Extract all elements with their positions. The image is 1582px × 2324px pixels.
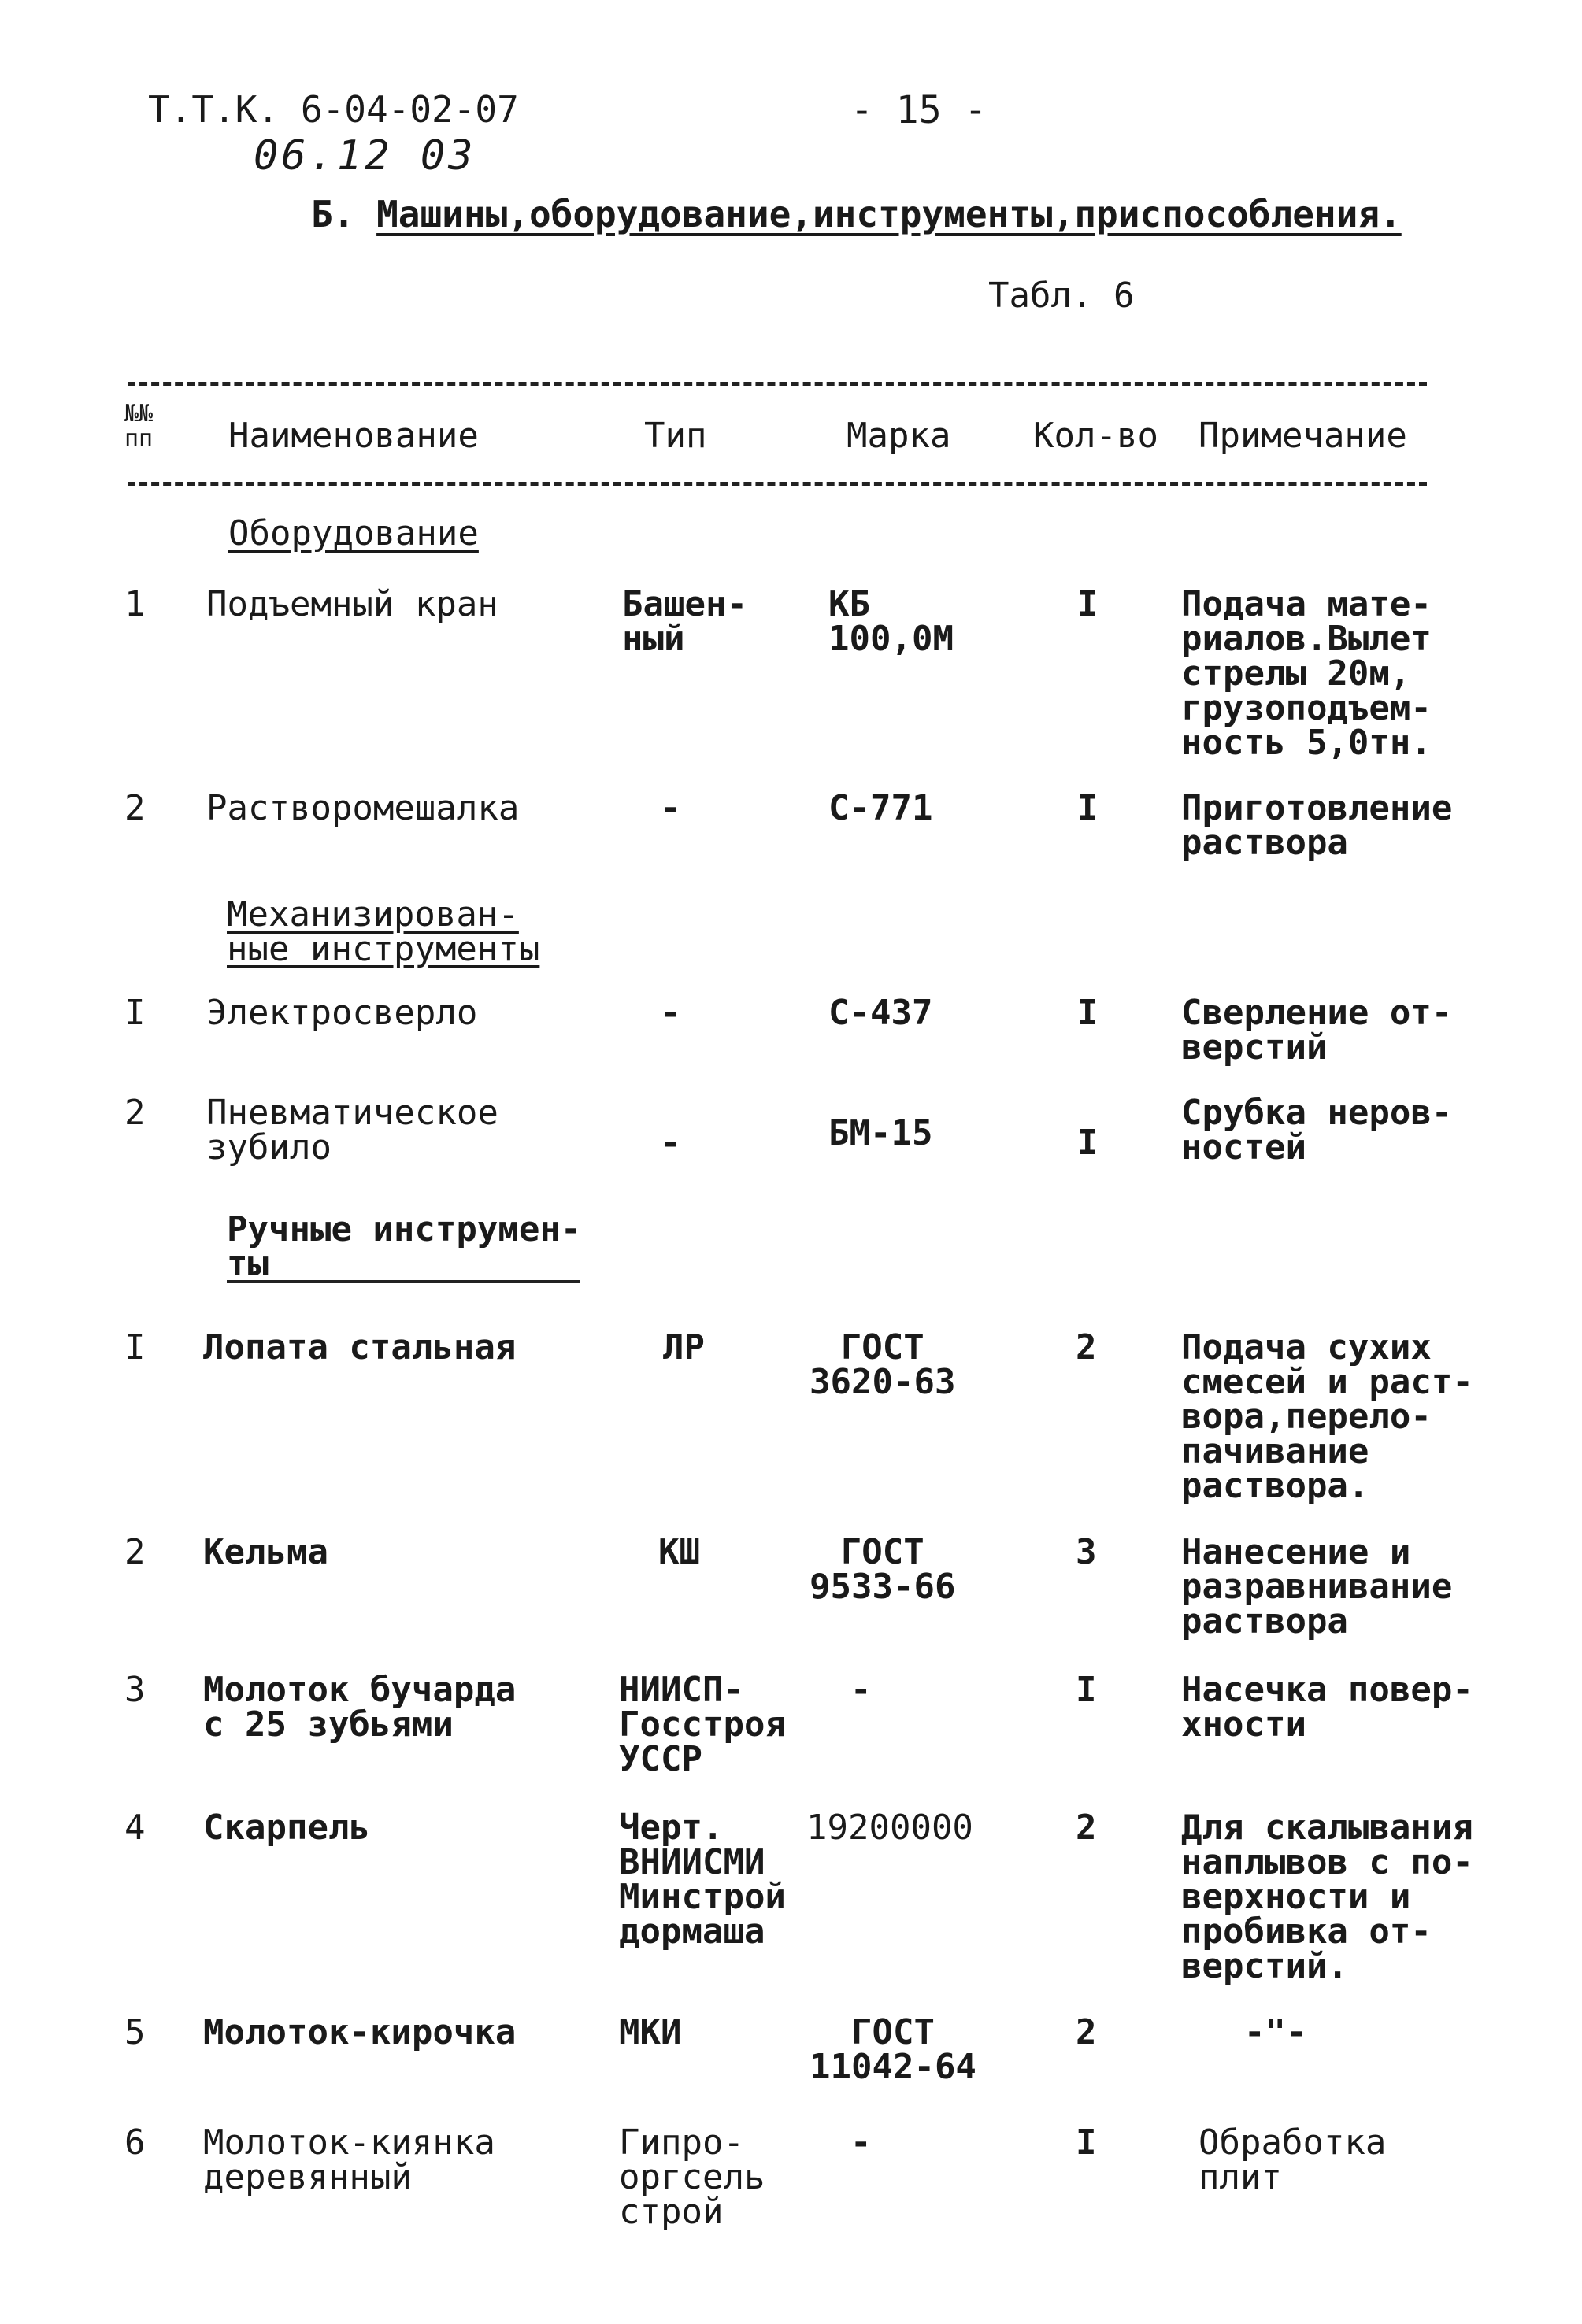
row-name: Растворомешалка	[206, 788, 520, 828]
row-name: Молоток-киянка деревянный	[203, 2122, 495, 2197]
row-type: ЛР	[663, 1327, 705, 1367]
row-brand: БМ-15	[828, 1113, 933, 1153]
row-brand: ГОСТ 11042-64	[810, 2012, 976, 2087]
row-qty: I	[1076, 2122, 1097, 2163]
row-qty: 3	[1076, 1532, 1097, 1572]
row-brand: -	[850, 2122, 872, 2163]
row-name: Молоток бучарда с 25 зубьями	[203, 1670, 517, 1745]
group-title-mechanized-tools: Механизирован- ные инструменты	[227, 894, 540, 969]
row-note: Приготовление раствора	[1181, 788, 1453, 863]
row-qty: 2	[1076, 2012, 1097, 2052]
row-num: 4	[124, 1808, 146, 1848]
section-title	[311, 193, 1402, 235]
row-qty: I	[1077, 1123, 1099, 1163]
row-note: Для скалывания наплывов с по- верхности и пробивка от- верстий.	[1181, 1808, 1473, 1986]
column-header-qty: Кол-во	[1033, 416, 1158, 456]
row-note: Подача мате- риалов.Вылет стрелы 20м, грузоподъем- ность 5,0тн.	[1181, 584, 1432, 763]
row-name: Пневматическое зубило	[206, 1093, 498, 1168]
row-brand: -	[850, 1670, 872, 1710]
row-type: Башен- ный	[622, 584, 747, 659]
row-name: Молоток-кирочка	[203, 2012, 517, 2052]
row-type: Гипро- оргсель строй	[619, 2122, 765, 2232]
row-num: 1	[124, 584, 146, 624]
row-qty: I	[1076, 1670, 1097, 1710]
row-qty: I	[1077, 584, 1099, 624]
row-type: -	[660, 788, 681, 828]
row-brand: С-771	[828, 788, 933, 828]
row-type: КШ	[658, 1532, 700, 1572]
section-title-text: Машины,оборудование,инструменты,приспособления.	[376, 193, 1402, 235]
row-name: Электросверло	[206, 993, 478, 1033]
column-header-brand: Марка	[847, 416, 951, 456]
document-code: Т.Т.К. 6-04-02-07	[148, 88, 519, 131]
row-num: 5	[124, 2012, 146, 2052]
row-num: I	[124, 1327, 146, 1367]
header-top-rule	[128, 382, 1427, 386]
row-brand: ГОСТ 9533-66	[810, 1532, 956, 1607]
page-number: - 15 -	[850, 88, 987, 132]
row-qty: 2	[1076, 1327, 1097, 1367]
row-num: 2	[124, 1093, 146, 1133]
column-header-type: Тип	[644, 416, 707, 456]
row-name: Кельма	[203, 1532, 328, 1572]
section-letter: Б.	[311, 193, 355, 235]
row-type: -	[660, 1123, 681, 1163]
row-qty: I	[1077, 993, 1099, 1033]
row-note: Подача сухих смесей и раст- вора,перело- пачивание раствора.	[1181, 1327, 1473, 1506]
row-brand: ГОСТ 3620-63	[810, 1327, 956, 1402]
row-num: 6	[124, 2122, 146, 2163]
row-type: -	[660, 993, 681, 1033]
row-type: НИИСП- Госстроя УССР	[619, 1670, 786, 1779]
header-bottom-rule	[128, 482, 1427, 486]
column-header-num: №№ пп	[124, 400, 154, 453]
group-title-underline	[227, 1280, 580, 1283]
table-label: Табл. 6	[988, 276, 1135, 316]
row-brand: С-437	[828, 993, 933, 1033]
row-note: Нанесение и разравнивание раствора	[1181, 1532, 1453, 1641]
row-name: Лопата стальная	[203, 1327, 517, 1367]
column-header-note: Примечание	[1199, 416, 1407, 456]
column-header-name: Наименование	[228, 416, 479, 456]
handwritten-note: 06.12 03	[254, 132, 476, 179]
row-brand: КБ 100,0М	[828, 584, 954, 659]
row-brand: 19200000	[806, 1808, 973, 1848]
row-note: Насечка повер- хности	[1181, 1670, 1473, 1745]
row-name: Скарпель	[203, 1808, 370, 1848]
row-note: Срубка неров- ностей	[1181, 1093, 1453, 1168]
row-note: Обработка плит	[1199, 2122, 1387, 2197]
row-num: 2	[124, 788, 146, 828]
row-note: Сверление от- верстий	[1181, 993, 1453, 1068]
row-num: 3	[124, 1670, 146, 1710]
group-title-equipment: Оборудование	[228, 513, 479, 553]
row-name: Подъемный кран	[206, 584, 498, 624]
row-note: -"-	[1244, 2012, 1307, 2052]
group-title-hand-tools: Ручные инструмен- ты	[227, 1209, 582, 1284]
row-num: 2	[124, 1532, 146, 1572]
row-type: МКИ	[619, 2012, 682, 2052]
row-qty: I	[1077, 788, 1099, 828]
row-type: Черт. ВНИИСМИ Минстрой дормаша	[619, 1808, 786, 1952]
row-num: I	[124, 993, 146, 1033]
row-qty: 2	[1076, 1808, 1097, 1848]
